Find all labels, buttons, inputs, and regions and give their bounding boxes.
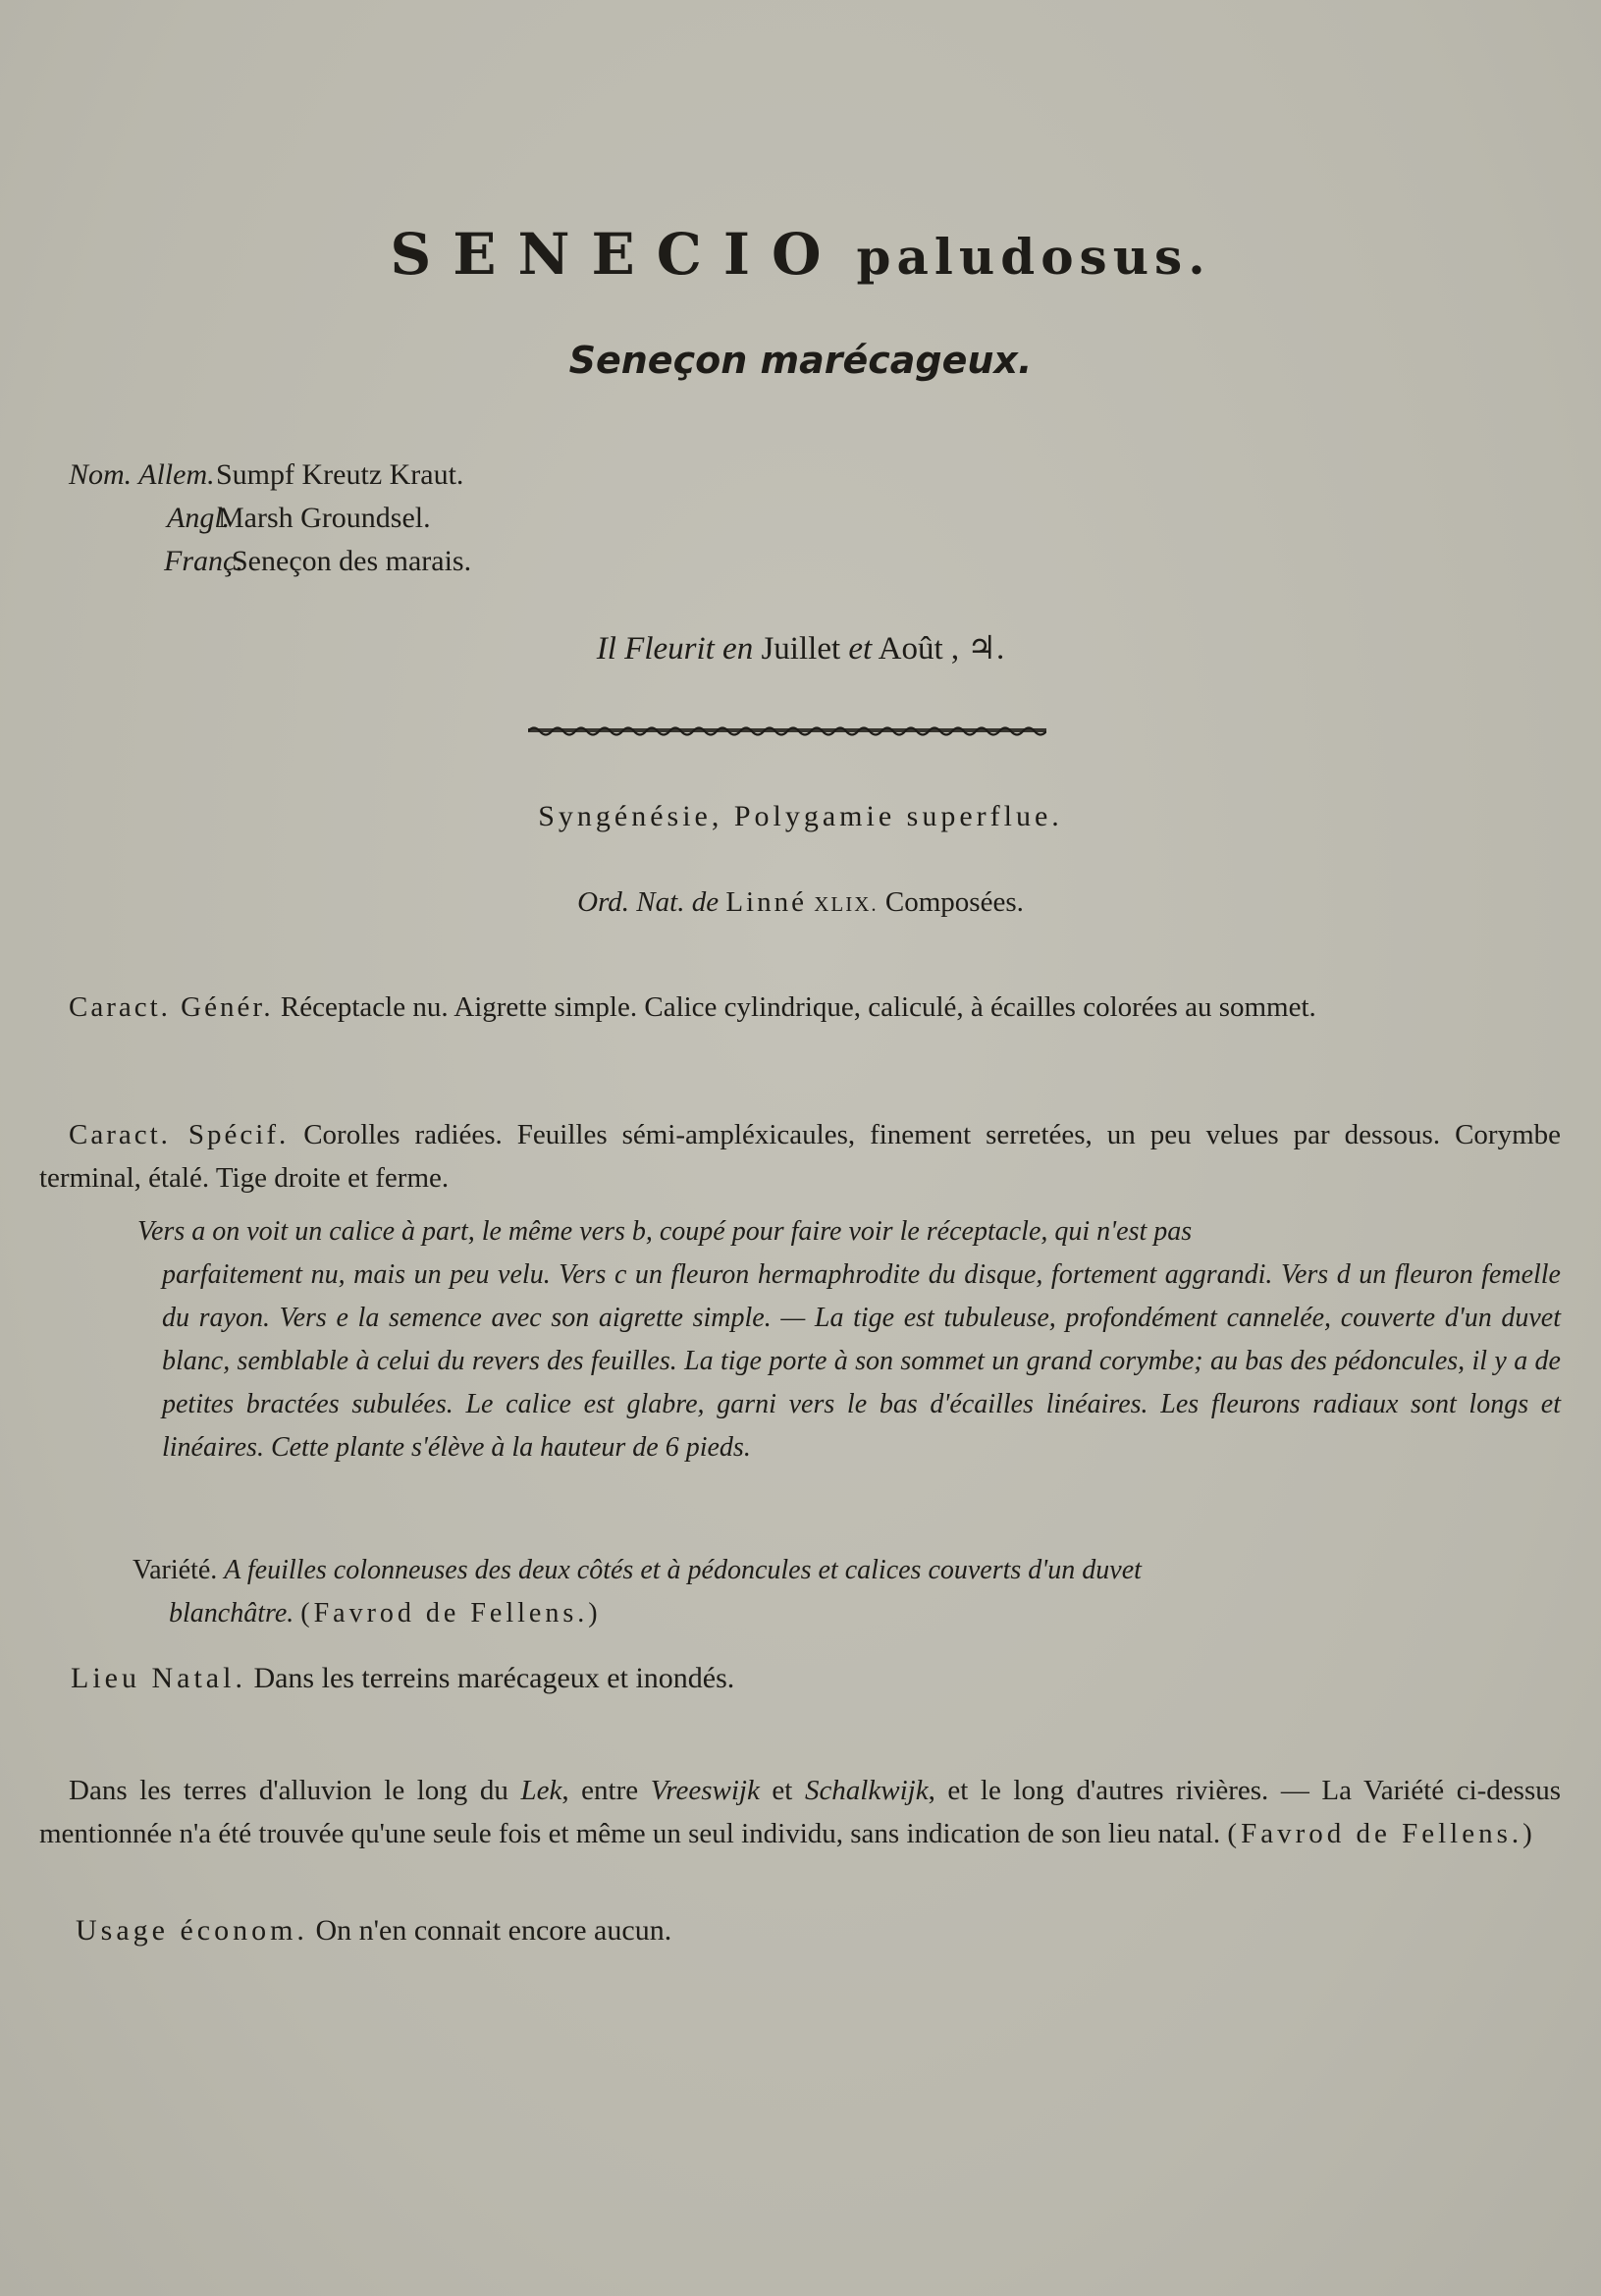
page-title [0, 221, 1601, 288]
variety-author: (Favrod de Fellens.) [300, 1598, 602, 1629]
plate-description [137, 1210, 1561, 1469]
description-first-line: Vers a on voit un calice à part, le même vers b, coupé pour faire voir le réceptacle, qui n'est pas [137, 1216, 1193, 1247]
variety-text-cont: blanchâtre. [169, 1598, 294, 1629]
habitat-detail-text: et [772, 1775, 793, 1806]
usage-text: On n'en connait encore aucun. [315, 1914, 672, 1947]
ord-prefix: Ord. Nat. de [577, 886, 720, 918]
description-body: parfaitement nu, mais un peu velu. Vers c un fleuron hermaphrodite du disque, fortement aggrandi. Vers d un fleuron femelle du rayon. Vers e la semence avec son aigrette simple. — La tige est tubuleuse, profondément cannelée, couverte d'un duvet blanc, semblable à celui du revers des feuilles. La tige porte à son sommet un grand corymbe; au bas des pédoncules, il y a de petites bractées subulées. Le calice est glabre, garni vers le bas d'écailles linéaires. Les fleurons radiaux sont longs et linéaires. Cette plante s'élève à la hauteur de 6 pieds. [162, 1259, 1561, 1463]
place-schalkwijk: Schalkwijk [804, 1775, 929, 1806]
flowering-conj: et [848, 631, 873, 667]
specific-label: Caract. Spécif. [69, 1119, 290, 1150]
generic-characters [39, 986, 1561, 1029]
common-name-row [69, 540, 471, 583]
common-name-value: Sumpf Kreutz Kraut. [216, 458, 464, 491]
ord-author: Linné [725, 886, 807, 918]
flowering-period [0, 628, 1601, 667]
variety-second-line [133, 1592, 1561, 1635]
common-name-row [69, 454, 471, 497]
habitat-detail-text: Dans les terres d'alluvion le long du [69, 1775, 508, 1806]
common-name-label: Franç. [164, 545, 243, 577]
habitat-detail [39, 1769, 1561, 1855]
flowering-prefix: Il Fleurit en [596, 631, 754, 667]
genus-name: SENECIO [390, 221, 843, 288]
variety-first-line [133, 1549, 1561, 1592]
habitat-detail-text: , entre [561, 1775, 639, 1806]
generic-text: Réceptacle nu. Aigrette simple. Calice cylindrique, caliculé, à écailles colorées au sommet. [280, 991, 1316, 1023]
ornamental-rule [528, 724, 1046, 738]
variety-note [133, 1549, 1561, 1635]
variety-text: A feuilles colonneuses des deux côtés et à pédoncules et calices couverts d'un duvet [224, 1555, 1142, 1585]
common-names [69, 454, 471, 583]
place-lek: Lek [520, 1775, 562, 1806]
linnaean-class: Syngénésie, Polygamie superflue. [538, 800, 1063, 832]
usage-label: Usage économ. [76, 1914, 308, 1947]
ord-number: XLIX. [814, 892, 879, 916]
specific-characters [39, 1113, 1561, 1200]
specific-text: Corolles radiées. Feuilles sémi-ampléxicaules, finement serretées, un peu velues par dessous. Corymbe terminal, étalé. Tige droite et ferme. [39, 1119, 1561, 1194]
flowering-month: Juillet [761, 631, 841, 667]
native-habitat [71, 1662, 734, 1695]
habitat-detail-text: , et le long d'autres rivières. — La Variété ci-dessus mentionnée n'a été trouvée qu'une seule fois et même un seul individu, sans indication de son lieu natal. [39, 1775, 1562, 1849]
habitat-text: Dans les terreins marécageux et inondés. [253, 1662, 735, 1694]
common-name-label: Angl. [167, 502, 231, 534]
species-name: paludosus. [856, 228, 1211, 286]
common-name-value: Seneçon des marais. [232, 545, 472, 577]
french-name: Seneçon marécageux. [568, 339, 1033, 382]
habitat-label: Lieu Natal. [71, 1662, 246, 1694]
common-name-label: Nom. Allem. [69, 458, 215, 491]
habitat-author: (Favrod de Fellens.) [1227, 1818, 1536, 1849]
place-vreeswijk: Vreeswijk [650, 1775, 760, 1806]
flowering-month: Août , ♃. [878, 631, 1005, 667]
variety-label: Variété. [133, 1555, 218, 1585]
natural-order [0, 886, 1601, 919]
common-name-row [69, 497, 471, 540]
ord-family: Composées. [884, 886, 1024, 918]
common-name-value: Marsh Groundsel. [218, 502, 431, 534]
generic-label: Caract. Génér. [69, 991, 274, 1023]
economic-use [76, 1914, 671, 1948]
